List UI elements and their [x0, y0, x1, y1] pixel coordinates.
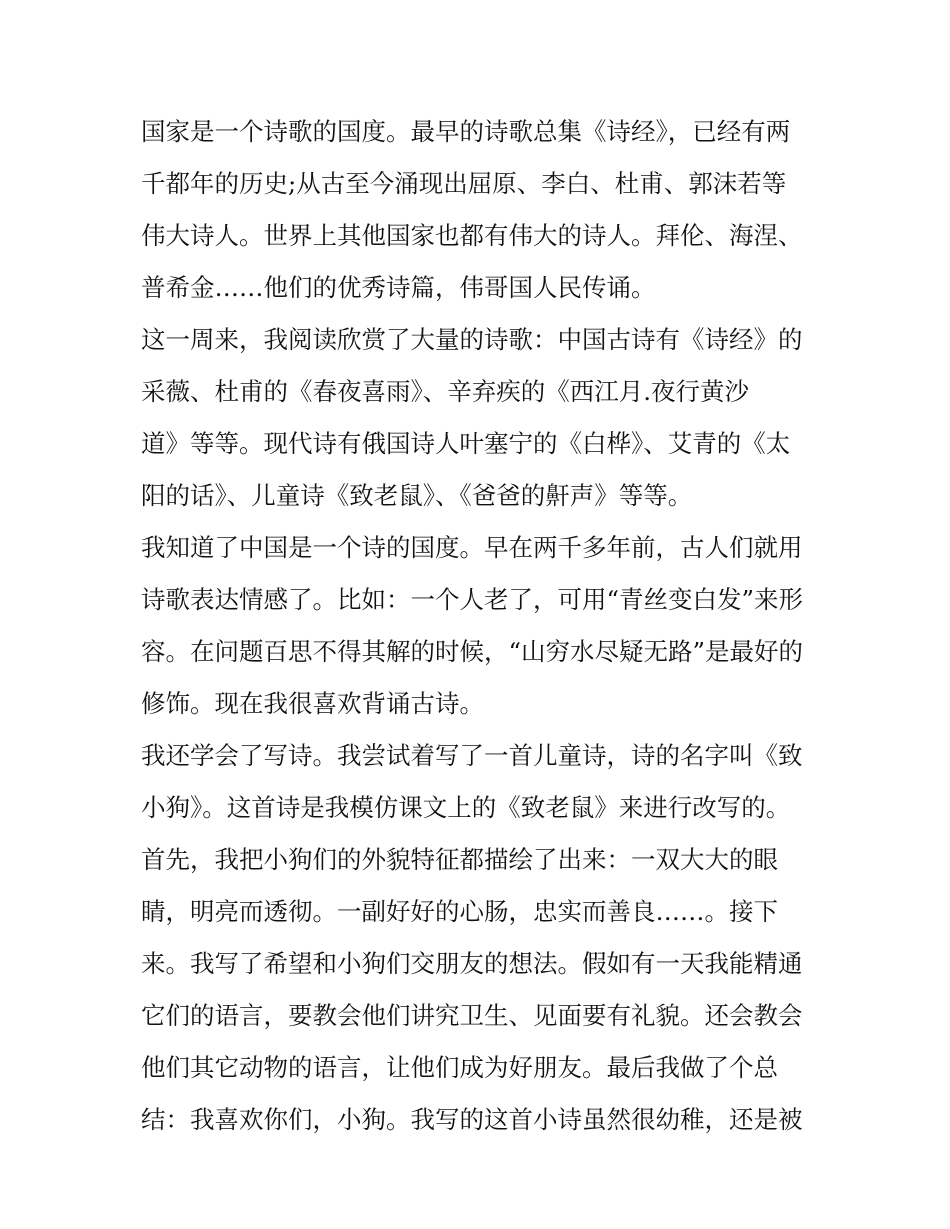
text-line: 它们的语言，要教会他们讲究卫生、见面要有礼貌。还会教会 — [141, 1001, 803, 1030]
text-line: 诗歌表达情感了。比如：一个人老了，可用“青丝变白发”来形 — [141, 585, 804, 614]
text-line: 伟大诗人。世界上其他国家也都有伟大的诗人。拜伦、海涅、 — [141, 221, 803, 250]
text-line: 阳的话》、儿童诗《致老鼠》、《爸爸的鼾声》等等。 — [141, 481, 693, 510]
text-line: 这一周来，我阅读欣赏了大量的诗歌：中国古诗有《诗经》的 — [141, 325, 803, 354]
text-line: 容。在问题百思不得其解的时候，“山穷水尽疑无路”是最好的 — [141, 637, 804, 666]
text-line: 千都年的历史;从古至今涌现出屈原、李白、杜甫、郭沫若等 — [141, 169, 787, 198]
text-line: 来。我写了希望和小狗们交朋友的想法。假如有一天我能精通 — [141, 949, 803, 978]
text-line: 修饰。现在我很喜欢背诵古诗。 — [141, 689, 484, 718]
text-line: 国家是一个诗歌的国度。最早的诗歌总集《诗经》，已经有两 — [141, 117, 791, 146]
text-line: 我还学会了写诗。我尝试着写了一首儿童诗，诗的名字叫《致 — [141, 741, 803, 770]
text-line: 小狗》。这首诗是我模仿课文上的《致老鼠》来进行改写的。 — [141, 793, 791, 822]
text-line: 睛，明亮而透彻。一副好好的心肠，忠实而善良……。接下 — [141, 897, 778, 926]
text-line: 道》等等。现代诗有俄国诗人叶塞宁的《白桦》、艾青的《太 — [141, 429, 791, 458]
body-text — [141, 106, 821, 1146]
text-line: 我知道了中国是一个诗的国度。早在两千多年前，古人们就用 — [141, 533, 803, 562]
text-line: 采薇、杜甫的《春夜喜雨》、辛弃疾的《西江月.夜行黄沙 — [141, 377, 750, 406]
text-line: 首先，我把小狗们的外貌特征都描绘了出来：一双大大的眼 — [141, 845, 778, 874]
text-line: 他们其它动物的语言，让他们成为好朋友。最后我做了个总 — [141, 1053, 778, 1082]
text-line: 结：我喜欢你们，小狗。我写的这首小诗虽然很幼稚，还是被 — [141, 1105, 803, 1134]
text-line: 普希金……他们的优秀诗篇，伟哥国人民传诵。 — [141, 273, 656, 302]
